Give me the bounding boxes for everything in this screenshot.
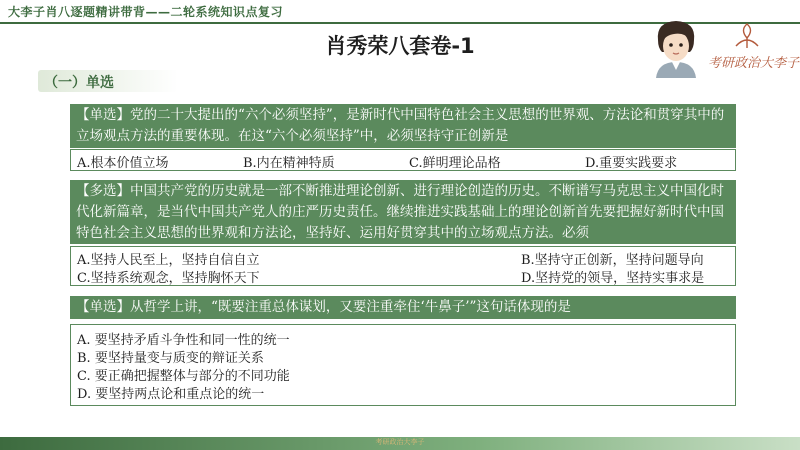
brand-logo <box>630 18 800 80</box>
option-d[interactable]: D. 要坚持两点论和重点论的统一 <box>77 387 265 402</box>
brand-text: 考研政治大李子 <box>708 56 800 71</box>
section-label: （一）单选 <box>44 75 114 91</box>
question-2-stem: 【多选】中国共产党的历史就是一部不断推进理论创新、进行理论创造的历史。不断谱写马克思主义中国化时代化新篇章，是当代中国共产党人的庄严历史责任。继续推进实践基础上的理论创新首先要把握好新时代中国特色社会主义思想的世界观和方法论，坚持好、运用好贯穿其中的立场观点方法。必须 <box>70 180 736 244</box>
brand-emblem-icon <box>730 20 764 50</box>
option-a[interactable]: A.根本价值立场 <box>77 156 169 171</box>
header-text: 大李子肖八逐题精讲带背——二轮系统知识点复习 <box>8 5 284 19</box>
question-1-options <box>70 149 736 171</box>
option-a[interactable]: A. 要坚持矛盾斗争性和同一性的统一 <box>77 333 290 348</box>
option-c[interactable]: C.鲜明理论品格 <box>409 156 501 171</box>
option-c[interactable]: C.坚持系统观念，坚持胸怀天下 <box>77 271 260 286</box>
option-d[interactable]: D.坚持党的领导，坚持实事求是 <box>521 271 705 286</box>
option-b[interactable]: B.坚持守正创新，坚持问题导向 <box>521 253 704 268</box>
option-b[interactable]: B.内在精神特质 <box>243 156 335 171</box>
question-2-options <box>70 246 736 286</box>
page-title: 肖秀荣八套卷-1 <box>325 34 475 58</box>
option-c[interactable]: C. 要正确把握整体与部分的不同功能 <box>77 369 290 384</box>
avatar-illustration <box>650 18 702 78</box>
question-3-stem: 【单选】从哲学上讲，“既要注重总体谋划，又要注重牵住‘牛鼻子’”这句话体现的是 <box>70 296 736 319</box>
watermark-text: 考研政治大李子 <box>375 438 425 446</box>
question-3-options <box>70 324 736 406</box>
option-a[interactable]: A.坚持人民至上，坚持自信自立 <box>77 253 260 268</box>
question-1-stem: 【单选】党的二十大提出的“六个必须坚持”，是新时代中国特色社会主义思想的世界观、方法论和贯穿其中的立场观点方法的重要体现。在这“六个必须坚持”中，必须坚持守正创新是 <box>70 104 736 148</box>
option-b[interactable]: B. 要坚持量变与质变的辩证关系 <box>77 351 264 366</box>
option-d[interactable]: D.重要实践要求 <box>585 156 678 171</box>
